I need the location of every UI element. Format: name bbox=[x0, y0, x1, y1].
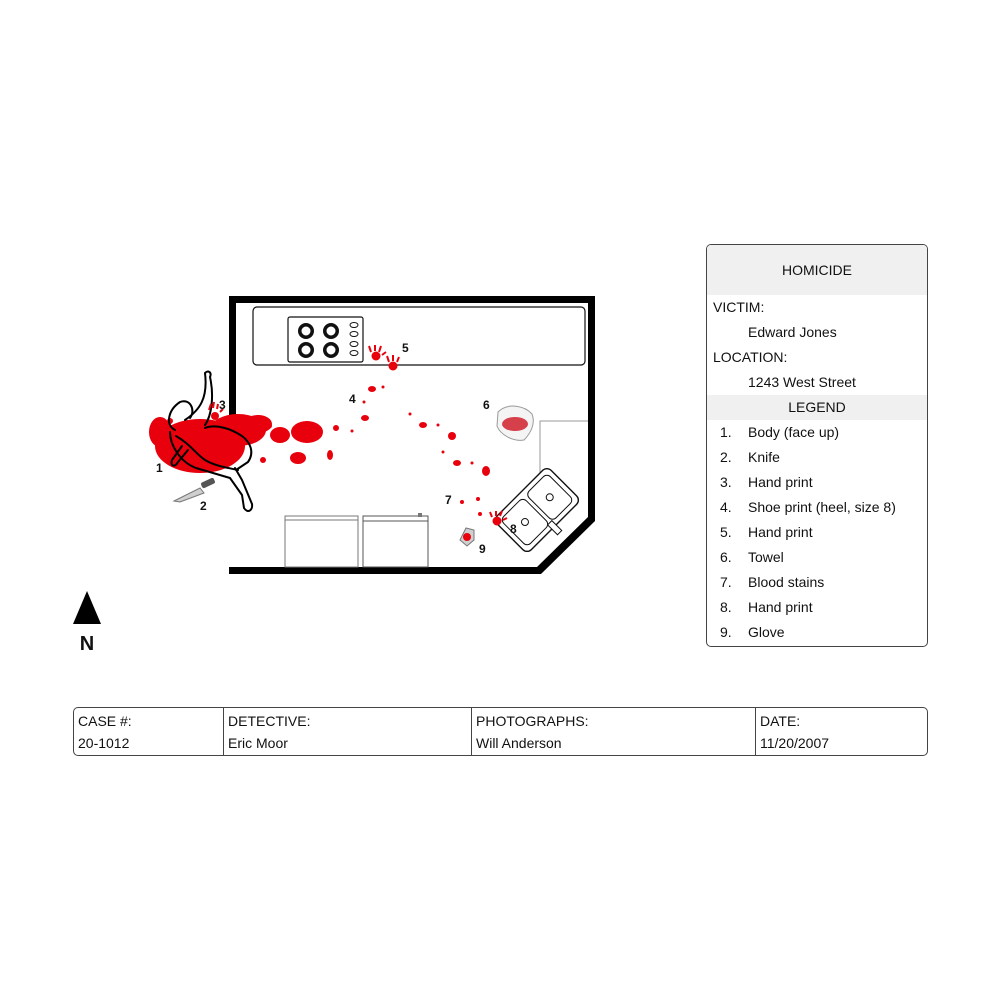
location-label: LOCATION: bbox=[713, 349, 788, 365]
legend-num: 2. bbox=[720, 449, 732, 465]
marker-5: 5 bbox=[402, 341, 409, 355]
legend-label: Hand print bbox=[748, 599, 813, 615]
photographs-label: PHOTOGRAPHS: bbox=[476, 712, 589, 729]
legend-label: Hand print bbox=[748, 524, 813, 540]
north-arrow-icon bbox=[73, 591, 101, 624]
legend-item bbox=[707, 470, 927, 495]
victim-label: VICTIM: bbox=[713, 299, 765, 315]
photographs-value: Will Anderson bbox=[476, 734, 562, 751]
case-number-label: CASE #: bbox=[78, 712, 132, 729]
legend-label: Hand print bbox=[748, 474, 813, 490]
towel bbox=[497, 406, 533, 440]
blood-stains bbox=[460, 497, 482, 516]
dishwasher bbox=[285, 516, 358, 567]
shoe-prints bbox=[351, 386, 491, 477]
case-info-strip bbox=[73, 707, 928, 756]
photographs-cell bbox=[472, 708, 756, 755]
legend-title: LEGEND bbox=[707, 395, 927, 420]
marker-4: 4 bbox=[349, 392, 356, 406]
marker-7: 7 bbox=[445, 493, 452, 507]
cabinet bbox=[363, 513, 428, 567]
location-value: 1243 West Street bbox=[748, 374, 856, 390]
legend-item bbox=[707, 595, 927, 620]
legend-label: Body (face up) bbox=[748, 424, 840, 440]
marker-9: 9 bbox=[479, 542, 486, 556]
north-label: N bbox=[79, 633, 95, 655]
legend-item bbox=[707, 495, 927, 520]
legend-num: 3. bbox=[720, 474, 732, 490]
legend-item bbox=[707, 445, 927, 470]
detective-value: Eric Moor bbox=[228, 734, 288, 751]
legend-num: 7. bbox=[720, 574, 732, 590]
legend-item bbox=[707, 620, 927, 645]
date-cell bbox=[756, 708, 927, 755]
legend-label: Knife bbox=[748, 449, 780, 465]
legend-label: Shoe print (heel, size 8) bbox=[748, 499, 896, 515]
panel-title: HOMICIDE bbox=[707, 245, 927, 295]
legend-num: 4. bbox=[720, 499, 732, 515]
legend-item bbox=[707, 545, 927, 570]
legend-label: Towel bbox=[748, 549, 784, 565]
glove bbox=[460, 528, 474, 546]
legend-label: Glove bbox=[748, 624, 785, 640]
legend-num: 9. bbox=[720, 624, 732, 640]
marker-3: 3 bbox=[219, 398, 226, 412]
marker-6: 6 bbox=[483, 398, 490, 412]
date-value: 11/20/2007 bbox=[760, 734, 830, 751]
legend-label: Blood stains bbox=[748, 574, 825, 590]
legend-num: 5. bbox=[720, 524, 732, 540]
legend-num: 1. bbox=[720, 424, 732, 440]
legend-num: 6. bbox=[720, 549, 732, 565]
case-panel bbox=[706, 244, 928, 647]
marker-1: 1 bbox=[156, 461, 163, 475]
legend-item bbox=[707, 420, 927, 445]
marker-2: 2 bbox=[200, 499, 207, 513]
victim-name: Edward Jones bbox=[748, 324, 837, 340]
date-label: DATE: bbox=[760, 712, 801, 729]
case-number-cell bbox=[74, 708, 224, 755]
legend-num: 8. bbox=[720, 599, 732, 615]
detective-cell bbox=[224, 708, 472, 755]
legend-item bbox=[707, 520, 927, 545]
detective-label: DETECTIVE: bbox=[228, 712, 311, 729]
case-number-value: 20-1012 bbox=[78, 734, 130, 751]
stove bbox=[288, 317, 363, 362]
legend-item bbox=[707, 570, 927, 595]
marker-8: 8 bbox=[510, 522, 517, 536]
sink bbox=[493, 466, 586, 559]
knife bbox=[174, 477, 216, 502]
